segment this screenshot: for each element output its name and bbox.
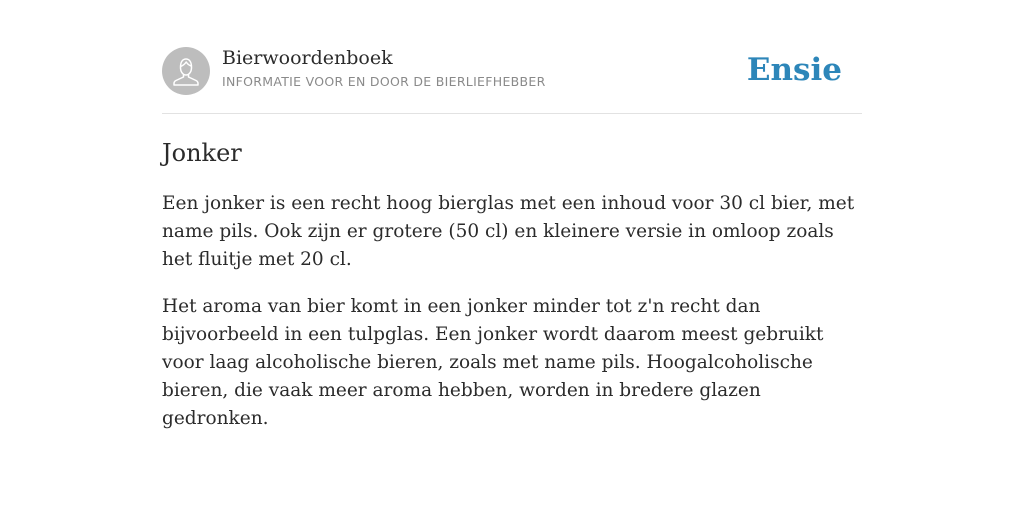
user-icon[interactable]: [162, 47, 210, 95]
entry-paragraph: Het aroma van bier komt in een jonker minder tot z'n recht dan bijvoorbeeld in een tulpglas. Een jonker wordt daarom meest gebruikt voor laag alcoholische bieren, zoals met name pils. Hoogalcoholische bieren, die vaak meer aroma hebben, worden in bredere glazen gedronken.: [162, 296, 824, 429]
header: [162, 46, 862, 114]
brand-logo[interactable]: Ensie: [746, 52, 842, 88]
entry-body: [162, 190, 862, 452]
entry-paragraph: Een jonker is een recht hoog bierglas met een inhoud voor 30 cl bier, met name pils. Ook zijn er grotere (50 cl) en kleinere versie in omloop zoals het fluitje met 20 cl.: [162, 193, 855, 270]
entry-title: Jonker: [162, 139, 242, 167]
site-name[interactable]: Bierwoordenboek: [222, 47, 393, 69]
site-tagline: INFORMATIE VOOR EN DOOR DE BIERLIEFHEBBER: [222, 74, 546, 89]
